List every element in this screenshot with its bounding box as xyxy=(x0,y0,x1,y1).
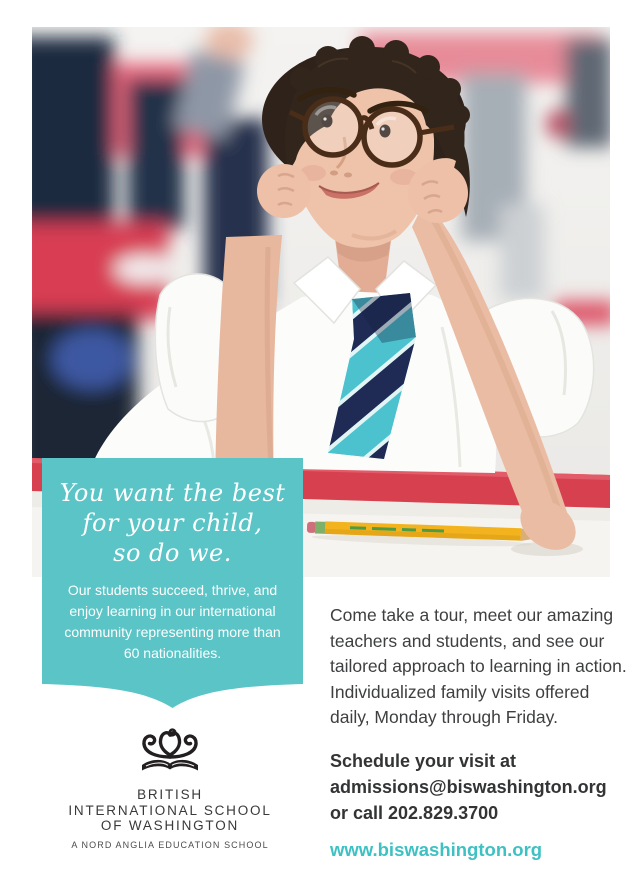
tour-invitation-text: Come take a tour, meet our amazing teachers and students, and see our tailored approach to learning in action. Individualized family visits offered daily, Monday through Friday. xyxy=(330,605,627,727)
school-logo xyxy=(40,727,300,850)
school-name-line: OF WASHINGTON xyxy=(100,818,240,833)
headline-line: You want the best xyxy=(59,479,286,507)
left-fist xyxy=(257,164,311,218)
headline-line: for your child, xyxy=(82,509,263,537)
admissions-email[interactable]: admissions@biswashington.org xyxy=(330,776,607,797)
info-column xyxy=(330,603,630,861)
school-name-line: BRITISH xyxy=(137,787,203,802)
quote-card xyxy=(42,458,303,710)
card-headline xyxy=(42,478,303,568)
school-name-line: INTERNATIONAL SCHOOL xyxy=(68,802,272,818)
nord-anglia-crest-icon xyxy=(137,727,203,779)
card-supporting-text: Our students succeed, thrive, and enjoy learning in our international community representing more than 60 nationalities. xyxy=(64,582,281,661)
headline-line: so do we. xyxy=(113,539,232,567)
schedule-line: Schedule your visit at xyxy=(330,750,517,771)
website-link[interactable]: www.biswashington.org xyxy=(330,838,543,860)
logo-tagline: A NORD ANGLIA EDUCATION SCHOOL xyxy=(71,839,269,850)
phone-number: or call 202.829.3700 xyxy=(330,802,499,823)
schedule-block xyxy=(330,748,630,826)
